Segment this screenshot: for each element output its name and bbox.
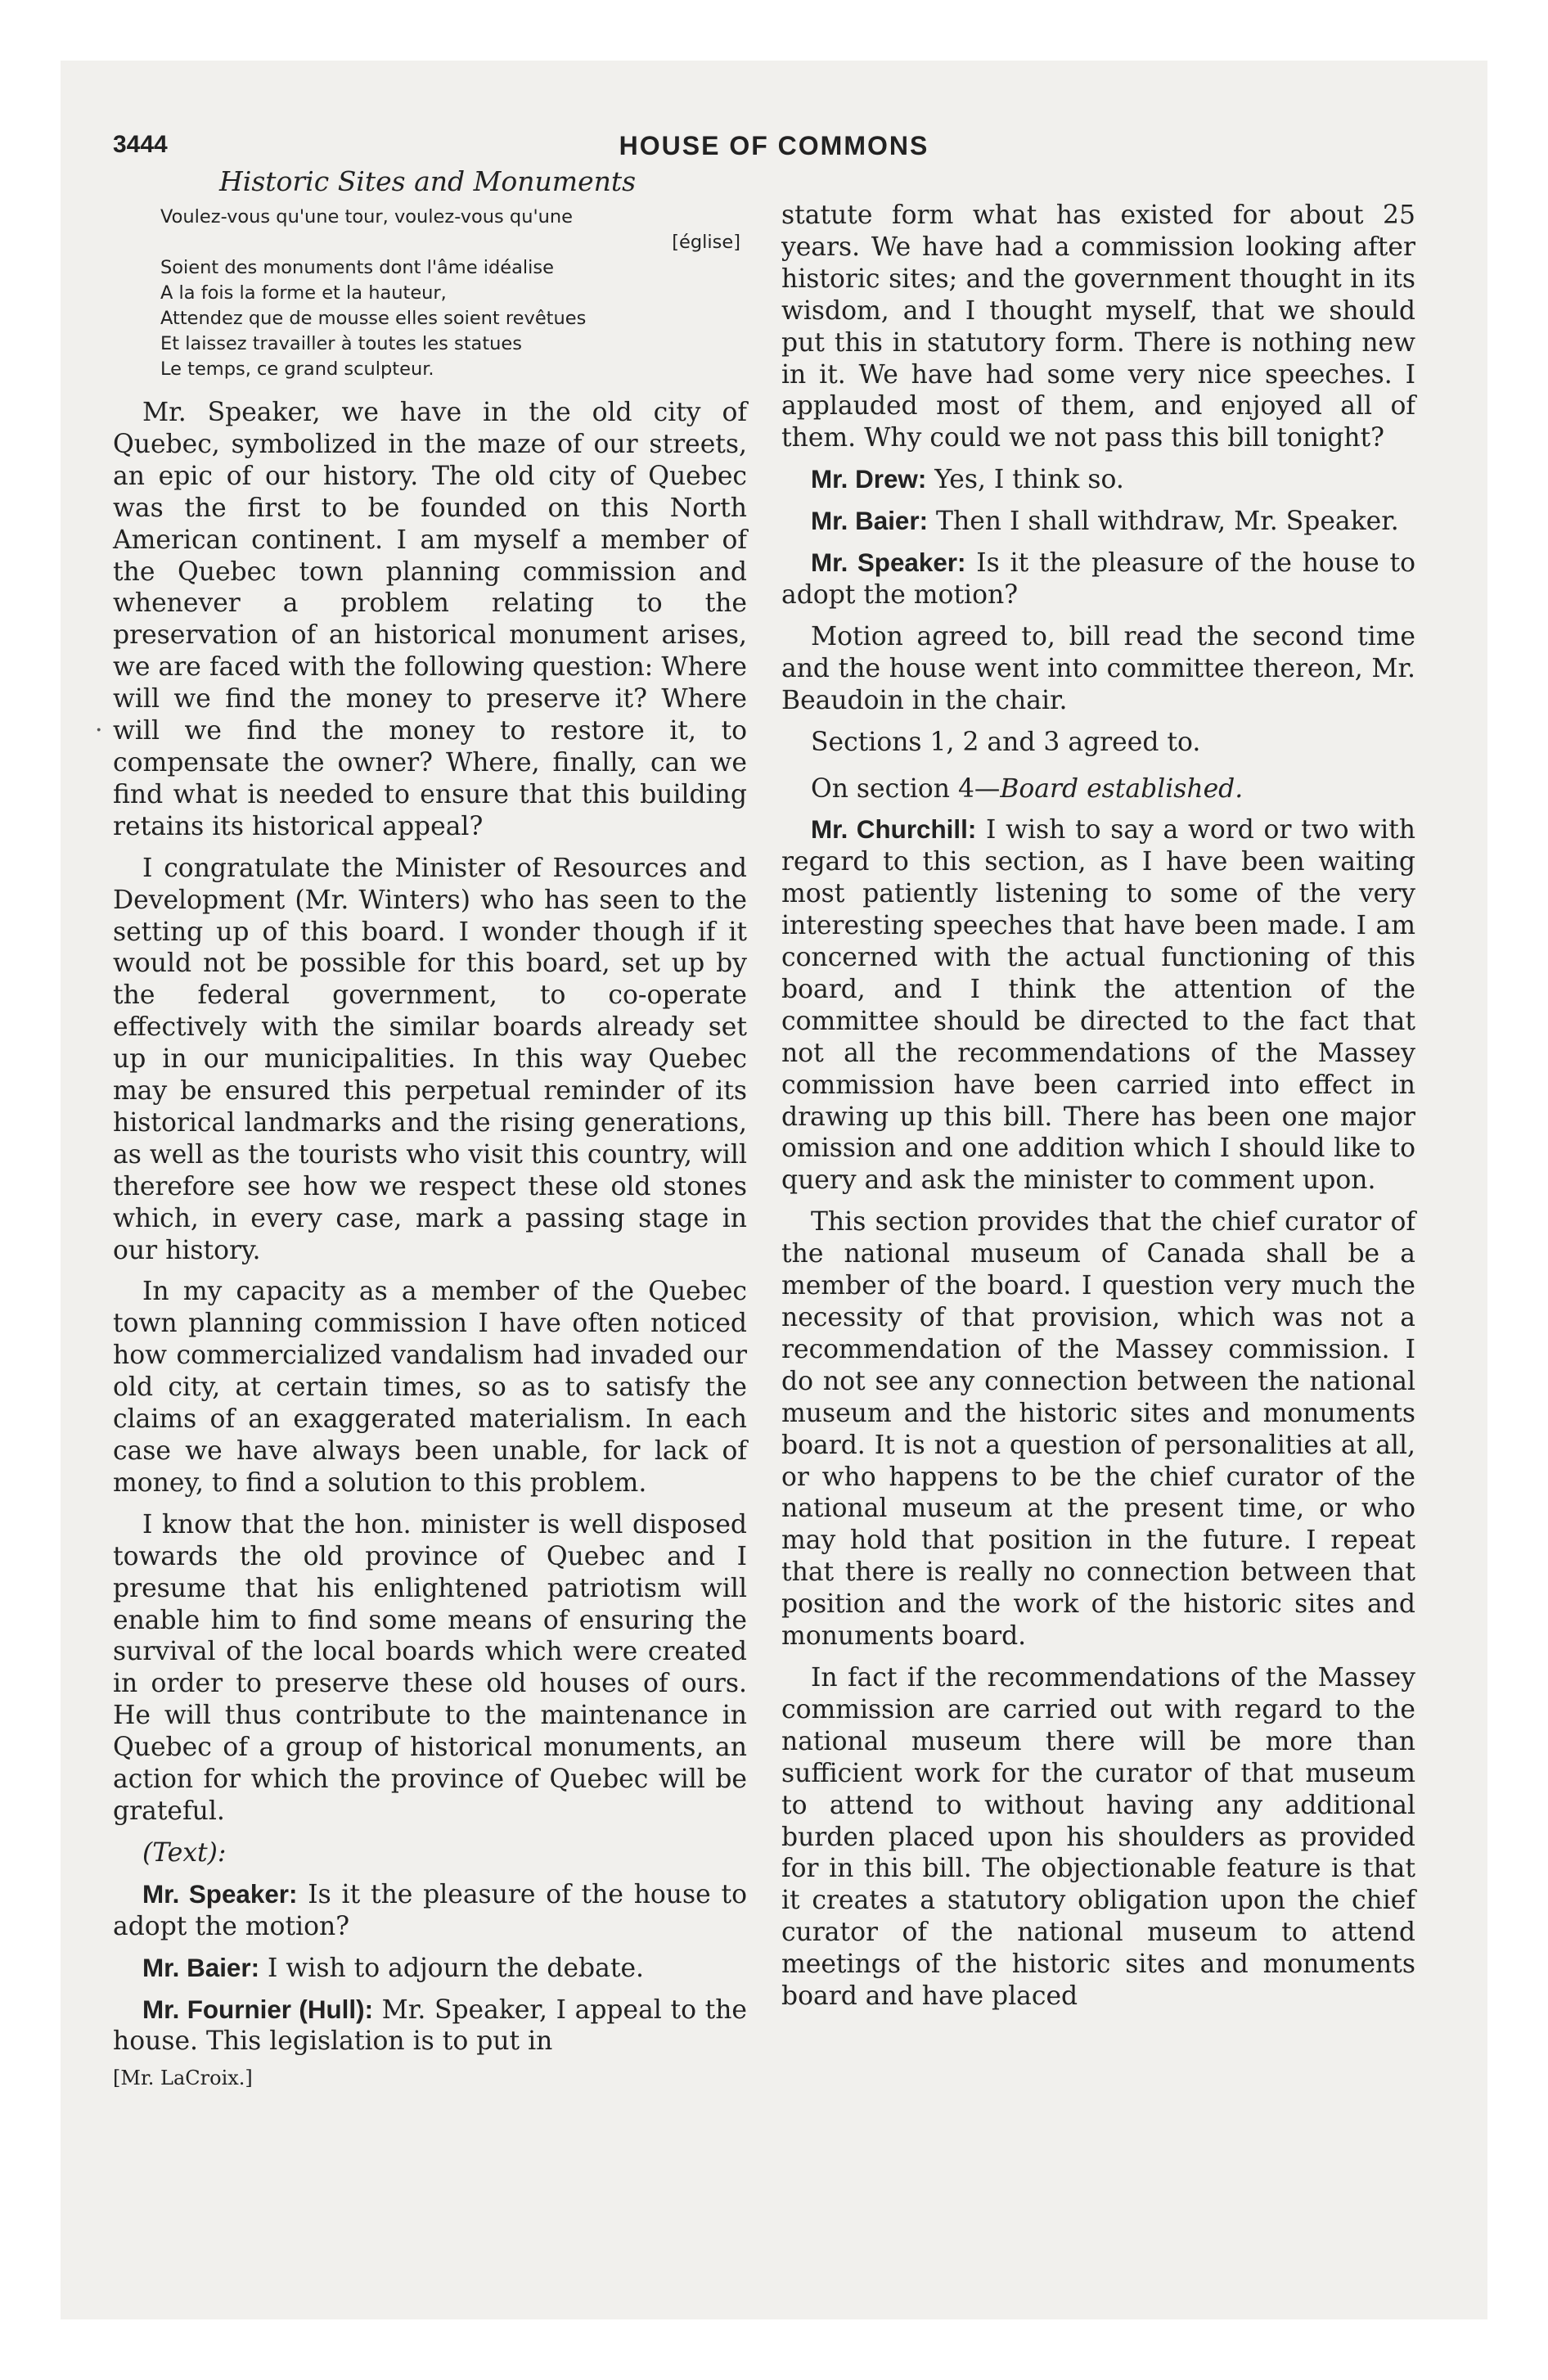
speaker-name: Mr. Speaker: xyxy=(811,548,966,578)
paragraph: In fact if the recommendations of the Massey commission are carried out with regard to the national museum there will be more than sufficient work for the curator of that museum to attend to without having any additional burden placed upon his shoulders as provided for in this bill. The objectionable feature is that it creates a statutory obligation upon the chief curator of the national museum to attend meetings of the historic sites and monuments board and have placed xyxy=(781,1662,1415,2012)
speech xyxy=(113,1879,747,1943)
speech xyxy=(781,814,1415,1197)
section-title: Historic Sites and Monuments xyxy=(219,165,637,197)
section-heading-title: Board established. xyxy=(1000,773,1244,804)
paragraph: Mr. Speaker, we have in the old city of Quebec, symbolized in the maze of our streets, an epic of our history. The old city of Quebec was the first to be founded on this North American continent. I am myself a member of the Quebec town planning commission and whenever a problem relating to the preservation of an historical monument arises, we are faced with the following question: Where will we find the money to preserve it? Where will we find the money to restore it, to compensate the owner? Where, finally, can we find what is needed to ensure that this building retains its historical appeal? xyxy=(113,398,747,841)
poem-line: [église] xyxy=(672,232,740,253)
speech xyxy=(781,506,1415,538)
speaker-name: Mr. Speaker: xyxy=(142,1879,298,1909)
poem-line: Attendez que de mousse elles soient revêtues xyxy=(160,308,587,329)
speech-text: Mr. Speaker, I appeal to the house. This legislation is to put in xyxy=(113,1995,747,2057)
speaker-margin-note: [Mr. LaCroix.] xyxy=(113,2067,253,2090)
speech-text: Is it the pleasure of the house to adopt the motion? xyxy=(781,548,1415,610)
running-title: HOUSE OF COMMONS xyxy=(619,131,929,160)
poem-line: A la fois la forme et la hauteur, xyxy=(160,282,447,304)
speech-text: I wish to say a word or two with regard to this section, as I have been waiting most patiently listening to some of the very interesting speeches that have been made. I am concerned with the actual functioning of this board, and I think the attention of the committee should be directed to the fact that not all the recommendations of the Massey commission have been carried into effect in drawing up this bill. There has been one major omission and one addition which I should like to query and ask the minister to comment upon. xyxy=(781,815,1416,1196)
section-heading xyxy=(781,773,1415,805)
french-poem xyxy=(160,205,747,382)
motion-paragraph: Motion agreed to, bill read the second time and the house went into committee thereon, Mr. Beaudoin in the chair. xyxy=(781,621,1415,715)
speech-text: I wish to adjourn the debate. xyxy=(268,1953,645,1983)
speech xyxy=(113,1953,747,1985)
speaker-name: Mr. Fournier (Hull): xyxy=(142,1995,374,2024)
speaker-name: Mr. Baier: xyxy=(811,507,929,536)
speaker-name: Mr. Baier: xyxy=(142,1953,260,1982)
paragraph: statute form what has existed for about 25 years. We have had a commission looking after historic sites; and the government thought in its wisdom, and I thought myself, that we should put this in statutory form. There is nothing new in it. We have had some very nice speeches. I applauded most of them, and enjoyed all of them. Why could we not pass this bill tonight? xyxy=(781,201,1415,453)
page-number: 3444 xyxy=(113,131,168,158)
poem-line: Voulez-vous qu'une tour, voulez-vous qu'une xyxy=(160,206,574,228)
right-column xyxy=(781,200,1415,2022)
poem-line: Le temps, ce grand sculpteur. xyxy=(160,358,434,380)
paragraph: This section provides that the chief curator of the national museum of Canada shall be a member of the board. I question very much the necessity of that provision, which was not a recommendation of the Massey commission. I do not see any connection between the national museum and the historic sites and monuments board. It is not a question of personalities at all, or who happens to be the chief curator of the national museum at the present time, or who may hold that position in the future. I repeat that there is really no connection between that position and the work of the historic sites and monuments board. xyxy=(781,1207,1415,1652)
paragraph: I congratulate the Minister of Resources and Development (Mr. Winters) who has seen to the setting up of this board. I wonder though if it would not be possible for this board, set up by the federal government, to co-operate effectively with the similar boards already set up in our municipalities. In this way Quebec may be ensured this perpetual reminder of its historical landmarks and the rising generations, as well as the tourists who visit this country, will therefore see how we respect these old stones which, in every case, mark a passing stage in our history. xyxy=(113,853,747,1265)
section-prefix: On section 4— xyxy=(811,773,1001,804)
speech xyxy=(781,548,1415,611)
text-label: (Text): xyxy=(142,1837,227,1868)
speech xyxy=(113,1995,747,2058)
margin-dash: · xyxy=(95,716,103,745)
paragraph: In my capacity as a member of the Quebec town planning commission I have often noticed how commercialized vandalism had invaded our old city, at certain times, so as to satisfy the claims of an exaggerated materialism. In each case we have always been unable, for lack of money, to find a solution to this problem. xyxy=(113,1277,747,1498)
poem-line: Et laissez travailler à toutes les statues xyxy=(160,333,522,354)
left-column xyxy=(113,205,747,2094)
poem-line: Soient des monuments dont l'âme idéalise xyxy=(160,257,554,278)
sections-agreed: Sections 1, 2 and 3 agreed to. xyxy=(811,727,1201,757)
paragraph: I know that the hon. minister is well disposed towards the old province of Quebec and I presume that his enlightened patriotism will enable him to find some means of ensuring the survival of the local boards which were created in order to preserve these old houses of ours. He will thus contribute to the maintenance in Quebec of a group of historical monuments, an action for which the province of Quebec will be grateful. xyxy=(113,1509,747,1826)
speech-text: Is it the pleasure of the house to adopt the motion? xyxy=(113,1879,747,1941)
speech-text: Then I shall withdraw, Mr. Speaker. xyxy=(936,507,1399,537)
speech-text: Yes, I think so. xyxy=(934,465,1124,495)
speaker-name: Mr. Churchill: xyxy=(811,815,977,845)
speech xyxy=(781,464,1415,496)
speaker-name: Mr. Drew: xyxy=(811,465,927,494)
